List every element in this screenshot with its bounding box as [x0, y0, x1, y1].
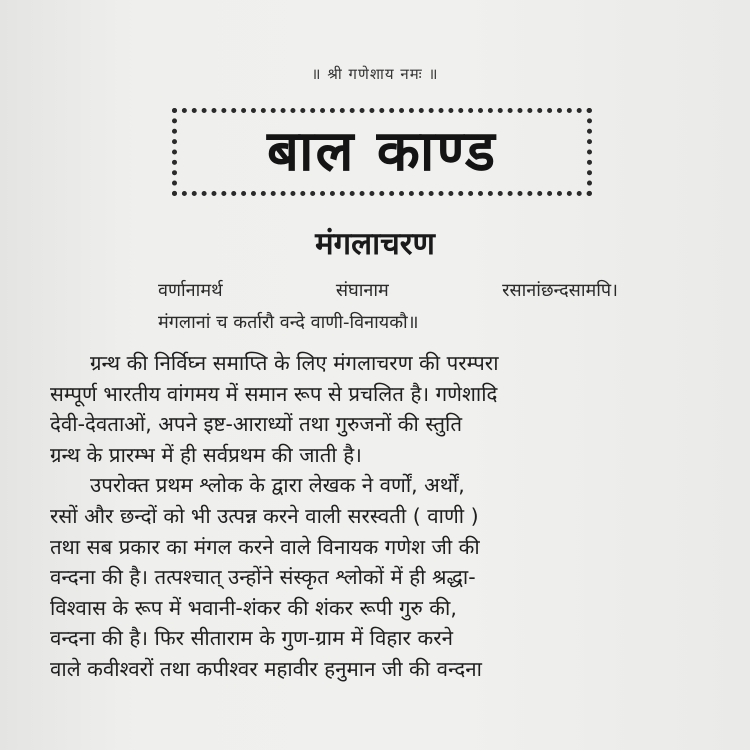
title-box [172, 108, 592, 196]
paragraph-line: विश्वास के रूप में भवानी-शंकर की शंकर रूपी गुरु की, [50, 595, 457, 620]
paragraph-line: ग्रन्थ की निर्विघ्न समाप्ति के लिए मंगलाचरण की परम्परा [90, 351, 499, 375]
chapter-title: बाल काण्ड [266, 119, 498, 184]
verse-line-1 [158, 278, 618, 302]
paragraph-line: तथा सब प्रकार का मंगल करने वाले विनायक गणेश जी की [50, 534, 480, 559]
paragraph-line: रसों और छन्दों को भी उत्पन्न करने वाली सरस्वती ( वाणी ) [50, 503, 479, 528]
paragraph-line: ग्रन्थ के प्रारम्भ में ही सर्वप्रथम की जाती है। [50, 442, 362, 467]
verse-text: मंगलानां च कर्तारौ वन्दे वाणी-विनायकौ॥ [158, 312, 419, 333]
verse-word: रसानांछन्दसामपि। [502, 280, 618, 301]
invocation-line: ॥ श्री गणेशाय नमः ॥ [311, 65, 439, 83]
paragraph-line: उपरोक्त प्रथम श्लोक के द्वारा लेखक ने वर्णों, अर्थों, [90, 473, 465, 498]
verse-word: वर्णानामर्थ [158, 280, 223, 301]
section-heading: मंगलाचरण [315, 226, 435, 262]
verse-word: संघानाम [335, 280, 389, 301]
verse-line-2 [158, 310, 618, 334]
paragraph-line: वन्दना की है। तत्पश्चात् उन्होंने संस्कृत श्लोकों में ही श्रद्धा- [50, 565, 476, 590]
paragraph-line: देवी-देवताओं, अपने इष्ट-आराध्यों तथा गुरुजनों की स्तुति [50, 412, 463, 437]
body-paragraphs [50, 348, 718, 685]
paragraph-line: वाले कवीश्वरों तथा कपीश्वर महावीर हनुमान जी की वन्दना [50, 656, 482, 681]
paragraph-line: वन्दना की है। फिर सीताराम के गुण-ग्राम में विहार करने [50, 626, 453, 651]
paragraph-line: सम्पूर्ण भारतीय वांगमय में समान रूप से प्रचलित है। गणेशादि [50, 381, 498, 406]
